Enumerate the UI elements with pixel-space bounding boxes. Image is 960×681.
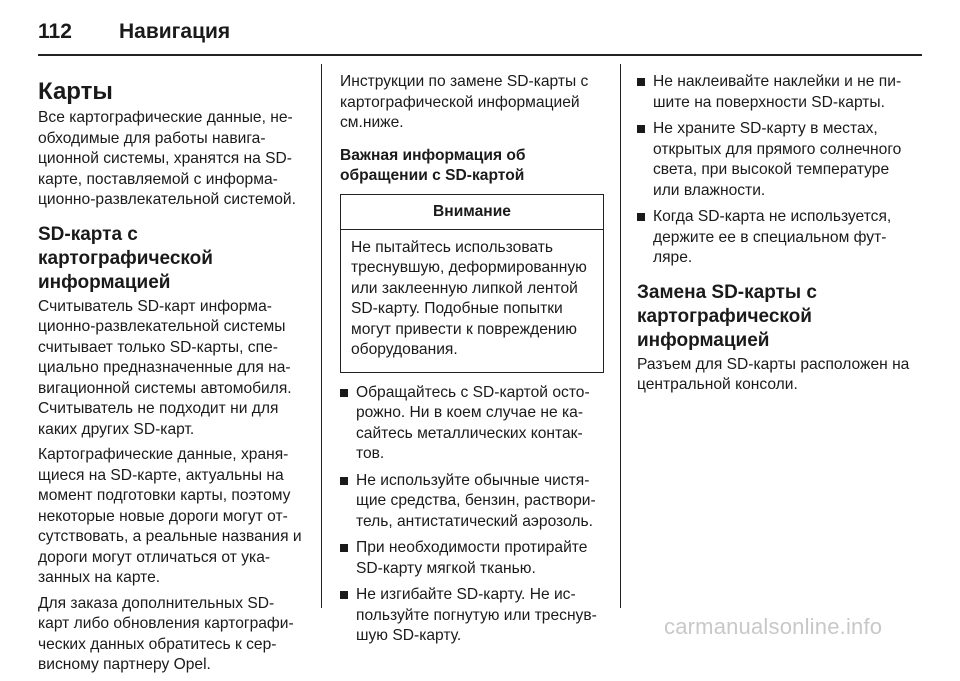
column-divider-2 <box>620 64 621 608</box>
section-title-sd-card: SD-карта с картографической информацией <box>38 223 213 293</box>
subsection-title: Важная информация об обращении с SD-картой <box>340 146 526 184</box>
square-bullet-icon <box>340 389 348 397</box>
warning-title: Внимание <box>341 195 603 230</box>
column-divider-1 <box>321 64 322 608</box>
square-bullet-icon <box>340 477 348 485</box>
warning-box <box>340 194 604 373</box>
column-3 <box>637 72 917 401</box>
page-header <box>38 16 922 48</box>
bullet-list <box>340 383 604 647</box>
header-divider <box>38 54 922 56</box>
paragraph: Все картографические данные, необходимые для работы навигационной системы, хранятся на SD-карте, поставляемой с информационно-развлекательной системой. <box>38 109 296 208</box>
paragraph: Картографические данные, хранящиеся на SD-карте, актуальны на момент подготовки карты, поэтому некоторые новые дороги могут отсутствовать, а реальные названия и дороги могут отличаться от указанных на карте. <box>38 446 302 586</box>
paragraph: Считыватель SD-карт информационно-развлекательной системы считывает только SD-карты, специально предназначенные для навигационной системы автомобиля. Считыватель не подходит ни для каких других SD-карт. <box>38 297 292 438</box>
column-2 <box>340 72 604 653</box>
list-item: Не храните SD-карту в местах, открытых для прямого солнечного света, при высокой температуре или влажности. <box>637 119 917 201</box>
bullet-list <box>637 72 917 269</box>
running-title: Навигация <box>119 20 231 43</box>
square-bullet-icon <box>340 591 348 599</box>
square-bullet-icon <box>637 213 645 221</box>
paragraph: Инструкции по замене SD-карты с картографической информацией см.ниже. <box>340 73 589 131</box>
list-item: Не наклеивайте наклейки и не пишите на поверхности SD-карты. <box>637 72 917 113</box>
list-item: Когда SD-карта не используется, держите ее в специальном футляре. <box>637 207 917 269</box>
list-item: Не изгибайте SD-карту. Не используйте погнутую или треснувшую SD-карту. <box>340 585 604 647</box>
section-title-maps: Карты <box>38 78 113 105</box>
paragraph: Разъем для SD-карты расположен на центральной консоли. <box>637 355 910 393</box>
paragraph: Для заказа дополнительных SD-карт либо обновления картографических данных обратитесь к сервисному партнеру Opel. <box>38 594 294 673</box>
list-item: Обращайтесь с SD-картой осторожно. Ни в коем случае не касайтесь металлических контактов. <box>340 383 604 465</box>
watermark: carmanualsonline.info <box>664 614 883 639</box>
page-number: 112 <box>38 20 72 43</box>
square-bullet-icon <box>637 125 645 133</box>
warning-text: Не пытайтесь использовать треснувшую, деформированную или заклеенную липкой лентой SD-карту. Подобные попытки могут привести к повреждению оборудования. <box>351 238 587 358</box>
square-bullet-icon <box>637 78 645 86</box>
list-item: При необходимости протирайте SD-карту мягкой тканью. <box>340 538 604 579</box>
square-bullet-icon <box>340 544 348 552</box>
column-1 <box>38 72 304 681</box>
section-title-replace-card: Замена SD-карты с картографической информацией <box>637 281 817 351</box>
list-item: Не используйте обычные чистящие средства, бензин, растворитель, антистатический аэрозоль. <box>340 471 604 533</box>
